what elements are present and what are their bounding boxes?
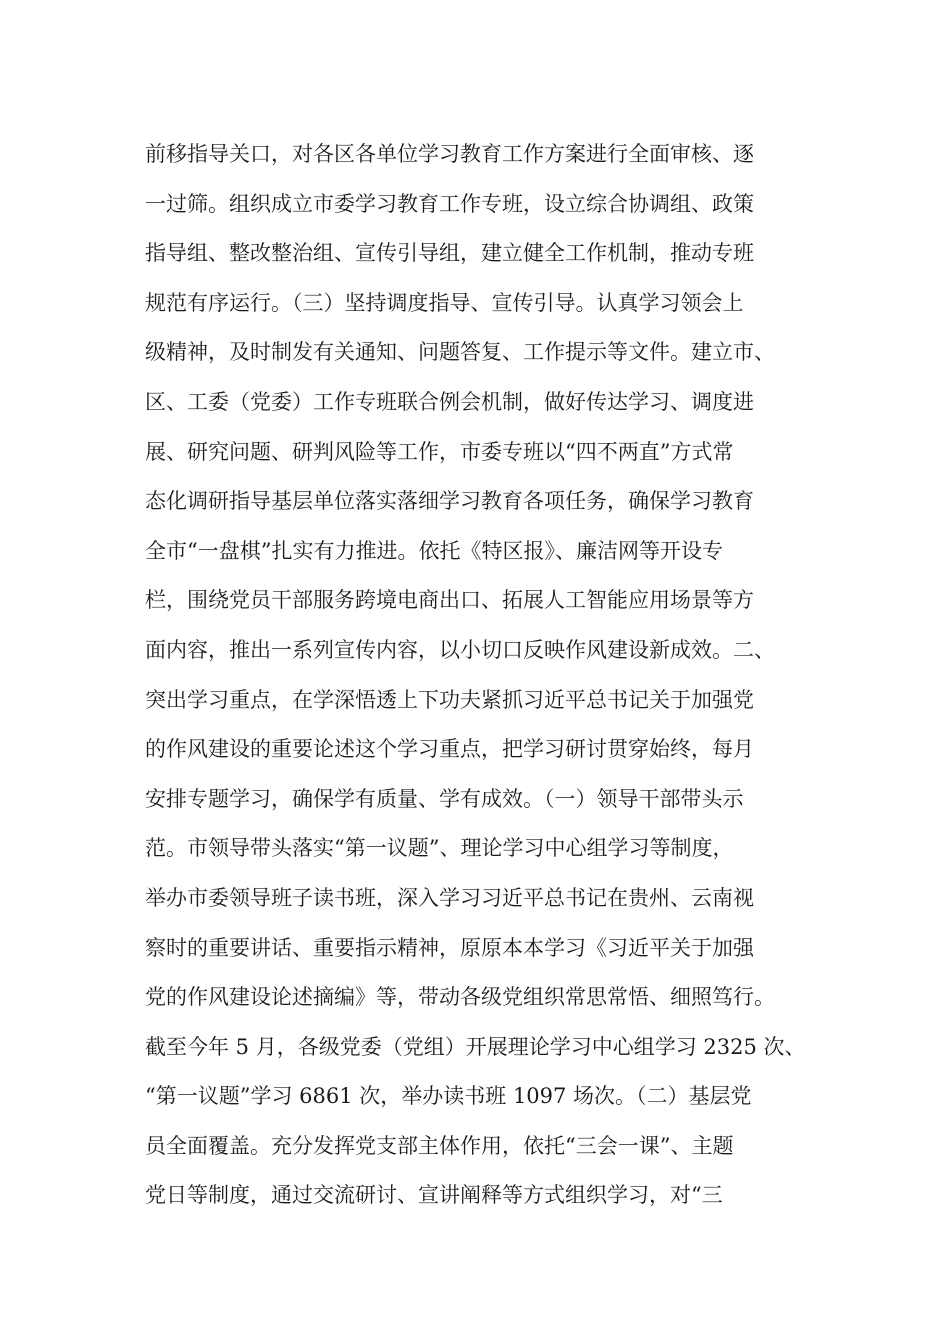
text-line: “第一议题”学习 6861 次，举办读书班 1097 场次。（二）基层党 [145,1084,752,1109]
text-line: 全市“一盘棋”扎实有力推进。依托《特区报》、廉洁网等开设专 [145,538,723,563]
text-line: 党日等制度，通过交流研讨、宣讲阐释等方式组织学习，对“三 [145,1183,723,1208]
body-text [145,130,825,1221]
text-line: 举办市委领导班子读书班，深入学习习近平总书记在贵州、云南视 [145,885,754,910]
text-line: 区、工委（党委）工作专班联合例会机制，做好传达学习、调度进 [145,389,754,414]
text-line: 面内容，推出一系列宣传内容，以小切口反映作风建设新成效。二、 [145,637,775,662]
text-line: 规范有序运行。（三）坚持调度指导、宣传引导。认真学习领会上 [145,290,744,315]
text-line: 范。市领导带头落实“第一议题”、理论学习中心组学习等制度， [145,836,734,861]
text-line: 的作风建设的重要论述这个学习重点，把学习研讨贯穿始终，每月 [145,737,754,762]
text-line: 指导组、整改整治组、宣传引导组，建立健全工作机制，推动专班 [145,241,754,266]
text-line: 栏，围绕党员干部服务跨境电商出口、拓展人工智能应用场景等方 [145,588,754,613]
text-line: 员全面覆盖。充分发挥党支部主体作用，依托“三会一课”、主题 [145,1133,734,1158]
text-line: 安排专题学习，确保学有质量、学有成效。（一）领导干部带头示 [145,786,744,811]
text-line: 截至今年 5 月，各级党委（党组）开展理论学习中心组学习 2325 次、 [145,1034,806,1059]
text-line: 突出学习重点，在学深悟透上下功夫紧抓习近平总书记关于加强党 [145,687,754,712]
text-line: 前移指导关口，对各区各单位学习教育工作方案进行全面审核、逐 [145,142,754,166]
text-line: 察时的重要讲话、重要指示精神，原原本本学习《习近平关于加强 [145,935,754,960]
text-line: 一过筛。组织成立市委学习教育工作专班，设立综合协调组、政策 [145,191,754,216]
text-line: 态化调研指导基层单位落实落细学习教育各项任务，确保学习教育 [145,489,754,514]
text-line: 级精神，及时制发有关通知、问题答复、工作提示等文件。建立市、 [145,340,775,365]
text-line: 展、研究问题、研判风险等工作，市委专班以“四不两直”方式常 [145,439,734,464]
text-line: 党的作风建设论述摘编》等，带动各级党组织常思常悟、细照笃行。 [145,985,775,1010]
